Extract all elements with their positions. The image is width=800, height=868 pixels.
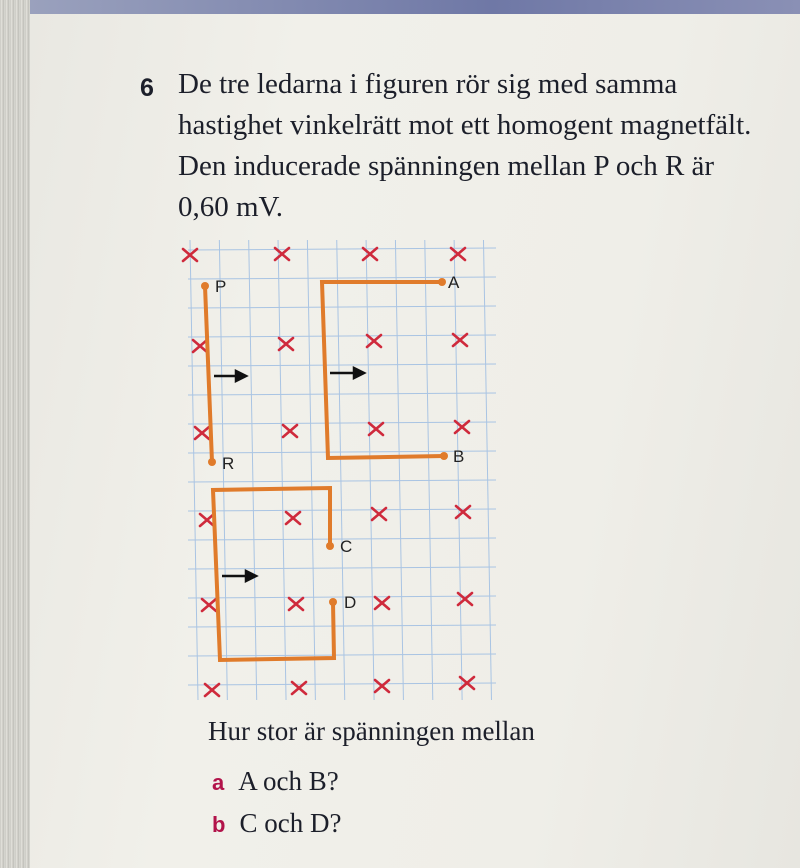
velocity-arrow <box>330 368 364 378</box>
grid-line <box>366 240 374 700</box>
grid-line <box>190 240 198 700</box>
grid-line <box>188 683 496 685</box>
point-p-label: P <box>215 277 227 296</box>
grid-line <box>483 240 491 700</box>
field-cross-mark <box>202 599 216 611</box>
conductor-cd <box>213 488 334 660</box>
grid-line <box>188 335 496 337</box>
sub-question-b <box>212 808 341 839</box>
field-cross-mark <box>375 680 389 692</box>
field-cross-mark <box>200 514 214 526</box>
point-r-dot <box>208 458 216 466</box>
grid-line <box>453 240 465 700</box>
question-line: Den inducerade spänningen mellan P och R är <box>178 150 715 182</box>
field-cross-mark <box>369 423 383 435</box>
grid-line <box>395 240 403 700</box>
grid-line <box>188 422 496 424</box>
point-a-label: A <box>448 273 460 292</box>
field-cross-mark <box>367 335 381 347</box>
grid-line <box>188 654 496 656</box>
velocity-arrow <box>214 371 246 381</box>
field-cross-mark <box>456 506 470 518</box>
grid-line <box>188 451 496 453</box>
grid-line <box>188 596 496 598</box>
point-c-label: C <box>340 537 353 556</box>
grid-line <box>278 240 286 700</box>
grid-line <box>188 393 496 395</box>
sub-question-a <box>212 766 339 797</box>
field-cross-mark <box>451 248 465 260</box>
grid-line <box>188 364 496 366</box>
grid-line <box>188 509 496 511</box>
point-b-label: B <box>453 447 465 466</box>
field-cross-mark <box>286 512 300 524</box>
point-a-dot <box>438 278 446 286</box>
sub-question-label: a <box>212 770 225 795</box>
point-b-dot <box>440 452 448 460</box>
field-cross-mark <box>289 598 303 610</box>
sub-question-text: C och D? <box>239 808 342 838</box>
grid-line <box>188 480 496 482</box>
velocity-arrow <box>222 571 256 581</box>
field-cross-mark <box>279 338 293 350</box>
sub-question-label: b <box>212 812 226 837</box>
point-p-dot <box>201 282 209 290</box>
sub-question-intro: Hur stor är spänningen mellan <box>208 716 535 746</box>
question-number: 6 <box>140 74 154 102</box>
grid-line <box>188 306 496 308</box>
question-line: De tre ledarna i figuren rör sig med samma <box>178 68 678 100</box>
grid-line <box>307 240 315 700</box>
grid-line <box>337 240 345 700</box>
grid-line <box>249 240 257 700</box>
field-cross-mark <box>195 427 209 439</box>
question-line: hastighet vinkelrätt mot ett homogent magnetfält. <box>178 109 752 141</box>
point-c-dot <box>326 542 334 550</box>
point-d-label: D <box>344 593 357 612</box>
point-d-dot <box>329 598 337 606</box>
field-cross-mark <box>453 334 467 346</box>
grid-line <box>188 625 496 627</box>
field-cross-mark <box>205 684 219 696</box>
sub-question-text: A och B? <box>238 766 339 796</box>
field-cross-mark <box>283 425 297 437</box>
field-cross-mark <box>193 340 207 352</box>
field-cross-mark <box>363 248 377 260</box>
question-line: 0,60 mV. <box>178 191 284 223</box>
grid-line <box>425 240 433 700</box>
field-cross-mark <box>375 597 389 609</box>
point-r-label: R <box>222 454 235 473</box>
